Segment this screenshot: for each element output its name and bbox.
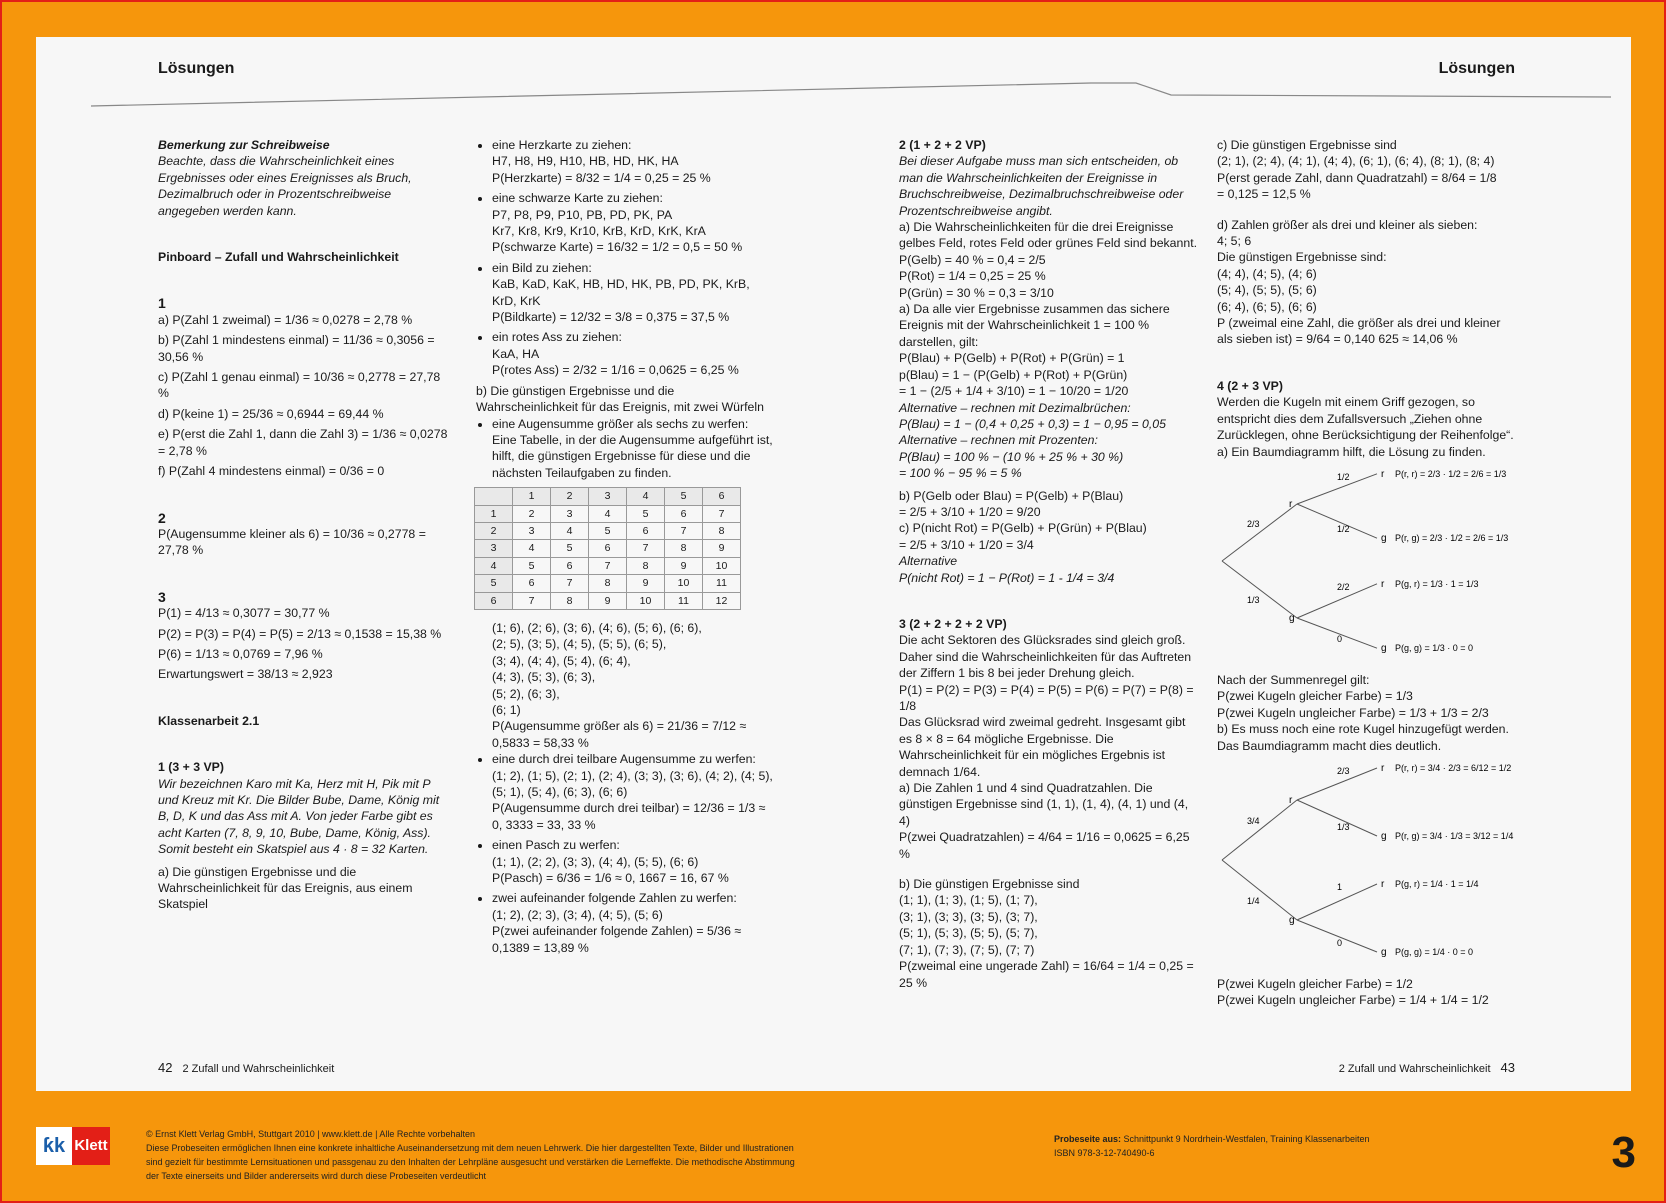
q3-line: Die acht Sektoren des Glücksrades sind gleich groß. Daher sind die Wahrscheinlichkeiten für das Auftreten der Ziffern 1 bis 8 bei jeder Drehung gleich. [899, 633, 1192, 681]
table-cell: 7 [703, 505, 741, 522]
task-1-line: a) P(Zahl 1 zweimal) = 1/36 ≈ 0,0278 = 2,78 % [158, 312, 413, 327]
q2-line: c) P(nicht Rot) = P(Gelb) + P(Grün) + P(Blau) [899, 521, 1147, 536]
after-line: P(zwei Kugeln ungleicher Farbe) = 1/3 + 1/3 = 2/3 [1217, 705, 1489, 720]
q3-b-line: (7; 1), (7; 3), (7; 5), (7; 7) [899, 942, 1035, 957]
table-row [475, 488, 741, 505]
result-label: P(g, g) = 1/4 · 0 = 0 [1395, 946, 1474, 957]
task-1-line: e) P(erst die Zahl 1, dann die Zahl 3) = 1/36 ≈ 0,0278 = 2,78 % [158, 427, 448, 458]
q2-line: P(Rot) = 1/4 = 0,25 = 25 % [899, 269, 1046, 284]
result-label: P(g, r) = 1/4 · 1 = 1/4 [1395, 878, 1479, 889]
table-row [475, 505, 741, 522]
d-line: P (zweimal eine Zahl, die größer als drei und kleiner als sieben ist) = 9/64 = 0,140 625 ≈ 14,06 % [1217, 316, 1501, 347]
list-item: • eine schwarze Karte zu ziehen: P7, P8, P9, P10, PB, PD, PK, PA Kr7, Kr8, Kr9, Kr10, KrB, KrD, KrK, KrA P(schwarze Karte) = 16/32 = 1/2 = 0,5 = 50 % [492, 190, 776, 256]
after-line: b) Es muss noch eine rote Kugel hinzugefügt werden. Das Baumdiagramm macht dies deutlich. [1217, 722, 1509, 753]
table-cell: 5 [551, 540, 589, 557]
table-cell [475, 488, 513, 505]
list-item: • eine Augensumme größer als sechs zu werfen: Eine Tabelle, in der die Augensumme aufgeführt ist, hilft, die günstigen Ergebnisse für diese und die nächsten Teilaufgaben zu finden. [492, 416, 776, 482]
q2-line: P(Blau) + P(Gelb) + P(Rot) + P(Grün) = 1 [899, 351, 1125, 366]
q4-title: 4 (2 + 3 VP) [1217, 378, 1283, 393]
table-row [475, 557, 741, 574]
column-1 [158, 137, 448, 913]
list-item: • zwei aufeinander folgende Zahlen zu werfen: (1; 2), (2; 3), (3; 4), (4; 5), (5; 6) P(zwei aufeinander folgende Zahlen) = 5/36 ≈ 0,1389 = 13,89 % [492, 890, 776, 956]
q4-a: a) Ein Baumdiagramm hilft, die Lösung zu finden. [1217, 444, 1486, 459]
tree-branch [1222, 860, 1297, 920]
task-1-number: 1 [158, 295, 166, 312]
table-cell: 1 [475, 505, 513, 522]
table-cell: 4 [513, 540, 551, 557]
leaf-label: g [1381, 830, 1387, 842]
q3-b-line: (1; 1), (1; 3), (1; 5), (1; 7), [899, 893, 1038, 908]
table-cell: 8 [589, 575, 627, 592]
chapter-label: 2 Zufall und Wahrscheinlichkeit [1338, 1063, 1491, 1075]
result-label: P(r, r) = 2/3 · 1/2 = 2/6 = 1/3 [1395, 468, 1507, 479]
branch-prob: 1/2 [1337, 471, 1350, 482]
table-cell: 7 [627, 540, 665, 557]
list-item: • ein Bild zu ziehen: KaB, KaD, KaK, HB, HD, HK, PB, PD, PK, KrB, KrD, KrK P(Bildkarte) = 12/32 = 3/8 = 0,375 = 37,5 % [492, 260, 776, 326]
branch-prob: 0 [1337, 634, 1343, 645]
legal-notice [146, 1127, 796, 1183]
pairs-line: (3; 4), (4; 4), (5; 4), (6; 4), [492, 653, 631, 668]
logo-text: Klett [72, 1127, 110, 1165]
column-2 [476, 137, 776, 960]
pairs-line: (5; 2), (6; 3), [492, 686, 560, 701]
task-3-line: P(2) = P(3) = P(4) = P(5) = 2/13 ≈ 0,1538 = 15,38 % [158, 626, 442, 641]
branch-prob: 1 [1337, 881, 1343, 892]
q2-line: p(Blau) = 1 − (P(Gelb) + P(Rot) + P(Grün) [899, 367, 1128, 382]
table-cell: 5 [665, 488, 703, 505]
list-item: • einen Pasch zu werfen: (1; 1), (2; 2), (3; 3), (4; 4), (5; 5), (6; 6) P(Pasch) = 6/36 = 1/6 ≈ 0, 1667 = 16, 67 % [492, 837, 776, 886]
table-row [475, 522, 741, 539]
table-cell: 10 [627, 592, 665, 609]
table-cell: 6 [513, 575, 551, 592]
klassenarbeit-title: Klassenarbeit 2.1 [158, 713, 260, 728]
table-row [475, 592, 741, 609]
sheet-number: 3 [1611, 1128, 1636, 1177]
q2-line: a) Da alle vier Ergebnisse zusammen das sichere Ereignis mit der Wahrscheinlichkeit 1 = 100 % darstellen, gilt: [899, 302, 1170, 349]
q3-line: P(1) = P(2) = P(3) = P(4) = P(5) = P(6) = P(7) = P(8) = 1/8 [899, 682, 1194, 713]
q2-line: a) Die Wahrscheinlichkeiten für die drei Ereignisse gelbes Feld, rotes Feld oder grünes Feld sind bekannt. [899, 220, 1198, 251]
table-cell: 5 [589, 522, 627, 539]
branch-prob: 2/3 [1337, 765, 1350, 776]
logo-mark-icon: ƙk [36, 1127, 72, 1165]
leaf-label: g [1381, 643, 1387, 655]
q4-text: Werden die Kugeln mit einem Griff gezogen, so entspricht dies dem Zufallsversuch „Ziehen ohne Zurücklegen, ohne Berücksichtigung der Reihenfolge“. [1217, 395, 1514, 443]
table-cell: 6 [475, 592, 513, 609]
pairs-line: (6; 1) [492, 703, 521, 717]
table-cell: 9 [589, 592, 627, 609]
task-1-line: f) P(Zahl 4 mindestens einmal) = 0/36 = 0 [158, 464, 385, 479]
table-cell: 4 [627, 488, 665, 505]
tree-branch [1222, 504, 1297, 561]
page-number: 42 [158, 1060, 173, 1075]
q2-line: = 2/5 + 3/10 + 1/20 = 9/20 [899, 504, 1041, 519]
table-cell: 3 [589, 488, 627, 505]
q3-title: 3 (2 + 2 + 2 + 2 VP) [899, 616, 1007, 631]
branch-prob: 2/3 [1247, 518, 1260, 529]
table-cell: 2 [475, 522, 513, 539]
table-cell: 12 [703, 592, 741, 609]
leaf-label: r [1381, 468, 1385, 480]
d-line: (5; 4), (5; 5), (5; 6) [1217, 283, 1317, 298]
q2-line: = 1 − (2/5 + 1/4 + 3/10) = 1 − 10/20 = 1/20 [899, 384, 1129, 399]
note-text: Beachte, dass die Wahrscheinlichkeit eines Ergebnisses oder eines Ereignisses als Bruch, Dezimalbruch oder in Prozentschreibweise angegeben werden kann. [158, 154, 412, 218]
q3-b-line: (5; 1), (5; 3), (5; 5), (5; 7), [899, 926, 1038, 941]
table-cell: 7 [551, 575, 589, 592]
leaf-label: g [1381, 946, 1387, 958]
table-cell: 4 [475, 557, 513, 574]
tree-branch [1222, 561, 1297, 618]
q3-b-line: b) Die günstigen Ergebnisse sind [899, 877, 1080, 892]
table-cell: 7 [513, 592, 551, 609]
q2-title: 2 (1 + 2 + 2 VP) [899, 138, 986, 152]
after-line: P(zwei Kugeln gleicher Farbe) = 1/2 [1217, 976, 1413, 991]
pairs-line: (2; 5), (3; 5), (4; 5), (5; 5), (6; 5), [492, 637, 667, 652]
node-label: r [1289, 794, 1293, 806]
c-line: (2; 1), (2; 4), (4; 1), (4; 4), (6; 1), (6; 4), (8; 1), (8; 4) [1217, 154, 1495, 169]
header-left: Lösungen [158, 60, 235, 77]
table-cell: 6 [703, 488, 741, 505]
tree-branch [1222, 800, 1297, 860]
branch-prob: 1/2 [1337, 524, 1350, 535]
table-cell: 7 [665, 522, 703, 539]
table-cell: 10 [703, 557, 741, 574]
ka-task-1-text: Wir bezeichnen Karo mit Ka, Herz mit H, Pik mit P und Kreuz mit Kr. Die Bilder Bube, Dame, König mit B, D, K und das Ass mit A. Von jeder Farbe gibt es acht Karten (7, 8, 9, 10, Bube, Dame, König, Ass). Somit besteht ein Skatspiel aus 4 · 8 = 32 Karten. [158, 776, 440, 857]
pairs-line: (1; 6), (2; 6), (3; 6), (4; 6), (5; 6), (6; 6), [492, 620, 702, 635]
q2-alt: P(Blau) = 100 % − (10 % + 25 % + 30 %) [899, 449, 1124, 464]
q2-intro: Bei dieser Aufgabe muss man sich entscheiden, ob man die Wahrscheinlichkeiten der Ereignisse in Bruchschreibweise, Dezimalbruchschreibweise oder Prozentschreibweise angibt. [899, 154, 1184, 218]
branch-prob: 3/4 [1247, 815, 1260, 826]
table-row [475, 575, 741, 592]
table-cell: 1 [513, 488, 551, 505]
task-2-line: P(Augensumme kleiner als 6) = 10/36 ≈ 0,2778 = 27,78 % [158, 526, 426, 558]
d-line: 4; 5; 6 [1217, 234, 1252, 249]
leaf-label: r [1381, 578, 1385, 590]
footer-left [158, 1060, 334, 1075]
q2-alt: Alternative – rechnen mit Dezimalbrüchen: [899, 400, 1131, 415]
probe-title: Schnittpunkt 9 Nordrhein-Westfalen, Training Klassenarbeiten [1123, 1134, 1370, 1144]
result-label: P(r, g) = 2/3 · 1/2 = 2/6 = 1/3 [1395, 533, 1509, 544]
card-list [476, 137, 776, 379]
table-cell: 4 [589, 505, 627, 522]
q2-line: P(Gelb) = 40 % = 0,4 = 2/5 [899, 252, 1046, 267]
table-cell: 8 [703, 522, 741, 539]
table-cell: 8 [551, 592, 589, 609]
table-cell: 6 [589, 540, 627, 557]
task-3-line: P(6) = 1/13 ≈ 0,0769 = 7,96 % [158, 646, 323, 661]
branch-prob: 2/2 [1337, 581, 1350, 592]
q2-line: P(Grün) = 30 % = 0,3 = 3/10 [899, 285, 1054, 300]
task-1-line: d) P(keine 1) = 25/36 ≈ 0,6944 = 69,44 % [158, 406, 384, 421]
ka-task-1-a: a) Die günstigen Ergebnisse und die Wahrscheinlichkeit für das Ereignis, aus einem Skatspiel [158, 864, 413, 912]
column-3 [899, 137, 1199, 991]
d-line: Die günstigen Ergebnisse sind: [1217, 250, 1387, 265]
task-1-line: c) P(Zahl 1 genau einmal) = 10/36 ≈ 0,2778 = 27,78 % [158, 370, 441, 401]
q2-line: = 2/5 + 3/10 + 1/20 = 3/4 [899, 537, 1034, 552]
tree-diagram-2 [1217, 760, 1517, 970]
page-number: 43 [1500, 1060, 1515, 1075]
table-cell: 4 [551, 522, 589, 539]
d-line: d) Zahlen größer als drei und kleiner als sieben: [1217, 217, 1478, 232]
list-item: • ein rotes Ass zu ziehen: KaA, HA P(rotes Ass) = 2/32 = 1/16 = 0,0625 = 6,25 % [492, 329, 776, 378]
table-cell: 3 [475, 540, 513, 557]
q3-b-line: (3; 1), (3; 3), (3; 5), (3; 7), [899, 909, 1038, 924]
table-cell: 9 [703, 540, 741, 557]
leaf-label: r [1381, 762, 1385, 774]
header-right: Lösungen [1438, 60, 1515, 77]
list-item: • eine durch drei teilbare Augensumme zu werfen: (1; 2), (1; 5), (2; 1), (2; 4), (3; 3), (3; 6), (4; 2), (4; 5), (5; 1), (5; 4), (6; 3), (6; 6) P(Augensumme durch drei teilbar) = 12/36 = 1/3 ≈ 0, 3333 = 33, 33 % [492, 751, 776, 833]
table-row [475, 540, 741, 557]
table-cell: 11 [665, 592, 703, 609]
branch-prob: 0 [1337, 937, 1343, 948]
result-label: P(r, r) = 3/4 · 2/3 = 6/12 = 1/2 [1395, 762, 1512, 773]
table-cell: 5 [513, 557, 551, 574]
footer-right [1339, 1060, 1515, 1075]
table-cell: 10 [665, 575, 703, 592]
q2-alt: = 100 % − 95 % = 5 % [899, 466, 1022, 481]
result-label: P(g, g) = 1/3 · 0 = 0 [1395, 643, 1474, 654]
table-cell: 9 [665, 557, 703, 574]
q2-alt: Alternative [899, 554, 958, 569]
d-line: (6; 4), (6; 5), (6; 6) [1217, 299, 1317, 314]
task-3-line: Erwartungswert = 38/13 ≈ 2,923 [158, 667, 333, 682]
table-cell: 5 [627, 505, 665, 522]
leaf-label: g [1381, 533, 1387, 545]
table-cell: 7 [589, 557, 627, 574]
q3-line: a) Die Zahlen 1 und 4 sind Quadratzahlen. Die günstigen Ergebnisse sind (1, 1), (1, 4), (4, 1) und (4, 4) [899, 781, 1189, 828]
q3-b-line: P(zweimal eine ungerade Zahl) = 16/64 = 1/4 = 0,25 = 25 % [899, 959, 1194, 990]
column-4 [1217, 137, 1517, 1009]
task-2-number: 2 [158, 509, 166, 526]
part-b-text: b) Die günstigen Ergebnisse und die Wahrscheinlichkeit für das Ereignis, mit zwei Würfeln [476, 383, 764, 415]
d-line: (4; 4), (4; 5), (4; 6) [1217, 266, 1317, 281]
table-cell: 3 [551, 505, 589, 522]
node-label: g [1289, 612, 1295, 624]
q3-line: P(zwei Quadratzahlen) = 4/64 = 1/16 = 0,0625 = 6,25 % [899, 830, 1190, 861]
task-1-line: b) P(Zahl 1 mindestens einmal) = 11/36 ≈ 0,3056 = 30,56 % [158, 333, 435, 364]
q2-alt: P(nicht Rot) = 1 − P(Rot) = 1 - 1/4 = 3/4 [899, 570, 1115, 585]
node-label: g [1289, 914, 1295, 926]
table-cell: 3 [513, 522, 551, 539]
list-item: • eine Herzkarte zu ziehen: H7, H8, H9, H10, HB, HD, HK, HA P(Herzkarte) = 8/32 = 1/4 = 0,25 = 25 % [492, 137, 776, 186]
table-cell: 8 [665, 540, 703, 557]
branch-prob: 1/3 [1247, 594, 1260, 605]
sum-table [474, 487, 741, 610]
task-3-line: P(1) = 4/13 ≈ 0,3077 = 30,77 % [158, 606, 330, 621]
pinboard-title: Pinboard – Zufall und Wahrscheinlichkeit [158, 250, 399, 265]
c-line: c) Die günstigen Ergebnisse sind [1217, 138, 1397, 152]
tree-diagram-1 [1217, 466, 1517, 666]
dice-list [476, 751, 776, 956]
klett-logo [36, 1127, 110, 1165]
pairs-line: P(Augensumme größer als 6) = 21/36 = 7/12 ≈ 0,5833 = 58,33 % [492, 719, 747, 750]
table-cell: 2 [513, 505, 551, 522]
result-label: P(g, r) = 1/3 · 1 = 1/3 [1395, 578, 1479, 589]
ka-task-1-title: 1 (3 + 3 VP) [158, 760, 224, 775]
branch-prob: 1/4 [1247, 895, 1260, 906]
c-line: = 0,125 = 12,5 % [1217, 187, 1311, 202]
q2-line: b) P(Gelb oder Blau) = P(Gelb) + P(Blau) [899, 488, 1124, 503]
table-cell: 6 [551, 557, 589, 574]
legal-text: Diese Probeseiten ermöglichen Ihnen eine konkrete inhaltliche Auseinandersetzung mit dem neuen Lehrwerk. Die hier dargestellten Texte, Bilder und Illustrationen sind gezielt für bestimmte Lernsituationen und passgenau zu den Inhalten der Lehrpläne ausgesucht und verstärken die Lerneffekte. Die methodische Abstimmung der Texte einerseits und Bilder andererseits wird durch diese Probeseiten verdeutlicht [146, 1143, 795, 1181]
leaf-label: r [1381, 878, 1385, 890]
chapter-label: 2 Zufall und Wahrscheinlichkeit [182, 1063, 335, 1075]
after-line: Nach der Summenregel gilt: [1217, 672, 1370, 687]
table-cell: 11 [703, 575, 741, 592]
branch-prob: 1/3 [1337, 821, 1350, 832]
table-cell: 6 [665, 505, 703, 522]
node-label: r [1289, 498, 1293, 510]
q2-alt: P(Blau) = 1 − (0,4 + 0,25 + 0,3) = 1 − 0,95 = 0,05 [899, 416, 1166, 431]
q3-line: Das Glücksrad wird zweimal gedreht. Insgesamt gibt es 8 × 8 = 64 mögliche Ergebnisse. Die Wahrscheinlichkeit für ein mögliches Ergebnis ist demnach 1/64. [899, 715, 1186, 779]
task-3-number: 3 [158, 588, 166, 605]
probe-label: Probeseite aus: [1054, 1134, 1122, 1144]
table-cell: 8 [627, 557, 665, 574]
table-cell: 9 [627, 575, 665, 592]
c-line: P(erst gerade Zahl, dann Quadratzahl) = 8/64 = 1/8 [1217, 170, 1497, 185]
header-rule [91, 72, 1611, 112]
q2-alt: Alternative – rechnen mit Prozenten: [899, 433, 1098, 448]
part-b-list [476, 416, 776, 482]
note-title: Bemerkung zur Schreibweise [158, 138, 330, 152]
after-line: P(zwei Kugeln gleicher Farbe) = 1/3 [1217, 689, 1413, 704]
sample-info [1054, 1132, 1370, 1160]
table-cell: 5 [475, 575, 513, 592]
book-spread [36, 37, 1631, 1091]
after-line: P(zwei Kugeln ungleicher Farbe) = 1/4 + 1/4 = 1/2 [1217, 993, 1489, 1008]
pairs-block [476, 620, 776, 751]
isbn: ISBN 978-3-12-740490-6 [1054, 1148, 1155, 1158]
result-label: P(r, g) = 3/4 · 1/3 = 3/12 = 1/4 [1395, 830, 1514, 841]
table-cell: 6 [627, 522, 665, 539]
copyright-line: © Ernst Klett Verlag GmbH, Stuttgart 2010 | www.klett.de | Alle Rechte vorbehalten [146, 1129, 475, 1139]
pairs-line: (4; 3), (5; 3), (6; 3), [492, 670, 596, 685]
table-cell: 2 [551, 488, 589, 505]
